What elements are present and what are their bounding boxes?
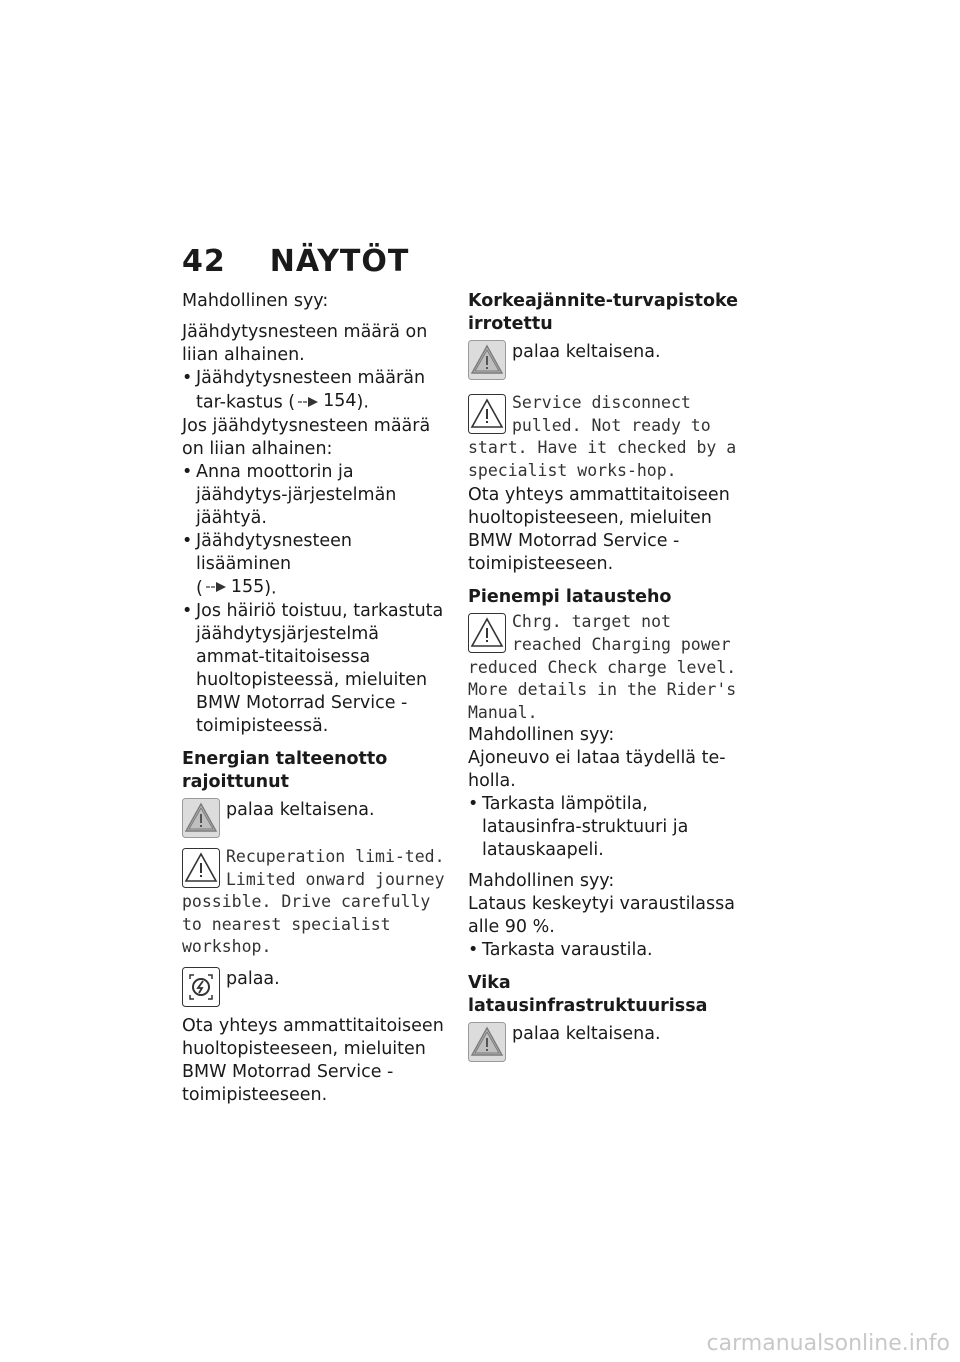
watermark[interactable]: carmanualsonline.info	[706, 1331, 950, 1356]
possible-cause-label: Mahdollinen syy:	[182, 291, 329, 311]
indicator-row	[468, 340, 743, 380]
display-message-text: Recuperation limi-ted. Limited onward journey possible. Drive carefully to nearest specialist workshop.	[182, 847, 445, 957]
display-message-text: Chrg. target not reached Charging power reduced Check charge level. More details in the Rider's Manual.	[468, 612, 737, 722]
warning-triangle-filled-icon	[468, 340, 506, 380]
indicator-state-text: palaa keltaisena.	[512, 342, 661, 362]
page-header	[182, 241, 409, 281]
left-column	[182, 290, 448, 1107]
display-message	[468, 392, 743, 482]
page-reference[interactable]	[295, 390, 356, 413]
right-column	[468, 290, 743, 1062]
indicator-row	[468, 1022, 743, 1062]
display-message	[468, 611, 743, 724]
reference-close: ).	[356, 392, 369, 413]
possible-cause-label: Mahdollinen syy:	[468, 871, 615, 892]
recuperation-icon	[182, 967, 220, 1007]
contact-text: Ota yhteys ammattitaitoiseen huoltopisteeseen, mieluiten BMW Motorrad Service -toimipisteeseen.	[182, 1015, 444, 1105]
bullet-text: Jäähdytysnesteen määrän tar-kastus (	[196, 368, 426, 413]
reference-page: 154	[323, 391, 357, 411]
cause-text: Jäähdytysnesteen määrä on liian alhainen.	[182, 322, 428, 365]
reference-page: 155	[230, 576, 265, 597]
bullet-coolant-check	[182, 367, 448, 415]
bullet-add-coolant	[182, 530, 448, 601]
possible-cause-label: Mahdollinen syy:	[468, 725, 615, 746]
cause-text: Lataus keskeytyi varaustilassa alle 90 %.	[468, 894, 735, 938]
indicator-row	[182, 798, 448, 838]
warning-triangle-outline-icon	[468, 394, 506, 434]
reference-arrow-icon	[205, 581, 227, 593]
page-reference[interactable]	[203, 576, 264, 599]
bullet-check-charge-level: • Tarkasta varaustila.	[468, 939, 743, 962]
display-message-text: Service disconnect pulled. Not ready to start. Have it checked by a specialist works-hop.	[468, 393, 737, 480]
section-heading-reduced-charging: Pienempi latausteho	[468, 587, 672, 608]
if-low-text: Jos jäähdytysnesteen määrä on liian alhainen:	[182, 415, 431, 459]
contact-text: Ota yhteys ammattitaitoiseen huoltopisteeseen, mieluiten BMW Motorrad Service -toimipisteeseen.	[468, 485, 730, 575]
bullet-text: Jäähdytysnesteen lisääminen	[196, 530, 352, 574]
chapter-title: NÄYTÖT	[269, 243, 410, 279]
cause-text: Ajoneuvo ei lataa täydellä te-holla.	[468, 748, 726, 792]
bullet-cool-down: • Anna moottorin ja jäähdytys-järjestelmän jäähtyä.	[182, 461, 448, 530]
indicator-row	[182, 967, 448, 1007]
warning-triangle-outline-icon	[468, 613, 506, 653]
section-heading-charging-infrastructure: Vika latausinfrastruktuurissa	[468, 973, 708, 1017]
bullet-repeat-fault: • Jos häiriö toistuu, tarkastuta jäähdytysjärjestelmä ammat-titaitoisessa huoltopisteessä, mieluiten BMW Motorrad Service -toimipisteessä.	[182, 600, 448, 738]
reference-close: ).	[264, 578, 277, 598]
reference-open: (	[196, 578, 203, 598]
indicator-state-text: palaa keltaisena.	[226, 800, 375, 820]
warning-triangle-outline-icon	[182, 848, 220, 888]
reference-arrow-icon	[297, 396, 319, 408]
display-message	[182, 846, 448, 959]
page-number: 42	[182, 243, 226, 279]
bullet-check-temperature: • Tarkasta lämpötila, latausinfra-struktuuri ja latauskaapeli.	[468, 793, 743, 862]
indicator-state-text: palaa keltaisena.	[512, 1024, 661, 1045]
section-heading-hv-disconnect: Korkeajännite-turvapistoke irrotettu	[468, 291, 739, 334]
indicator-state-text: palaa.	[226, 968, 280, 989]
warning-triangle-filled-icon	[182, 798, 220, 838]
warning-triangle-filled-icon	[468, 1022, 506, 1062]
section-heading-energy-recovery: Energian talteenotto rajoittunut	[182, 749, 388, 792]
